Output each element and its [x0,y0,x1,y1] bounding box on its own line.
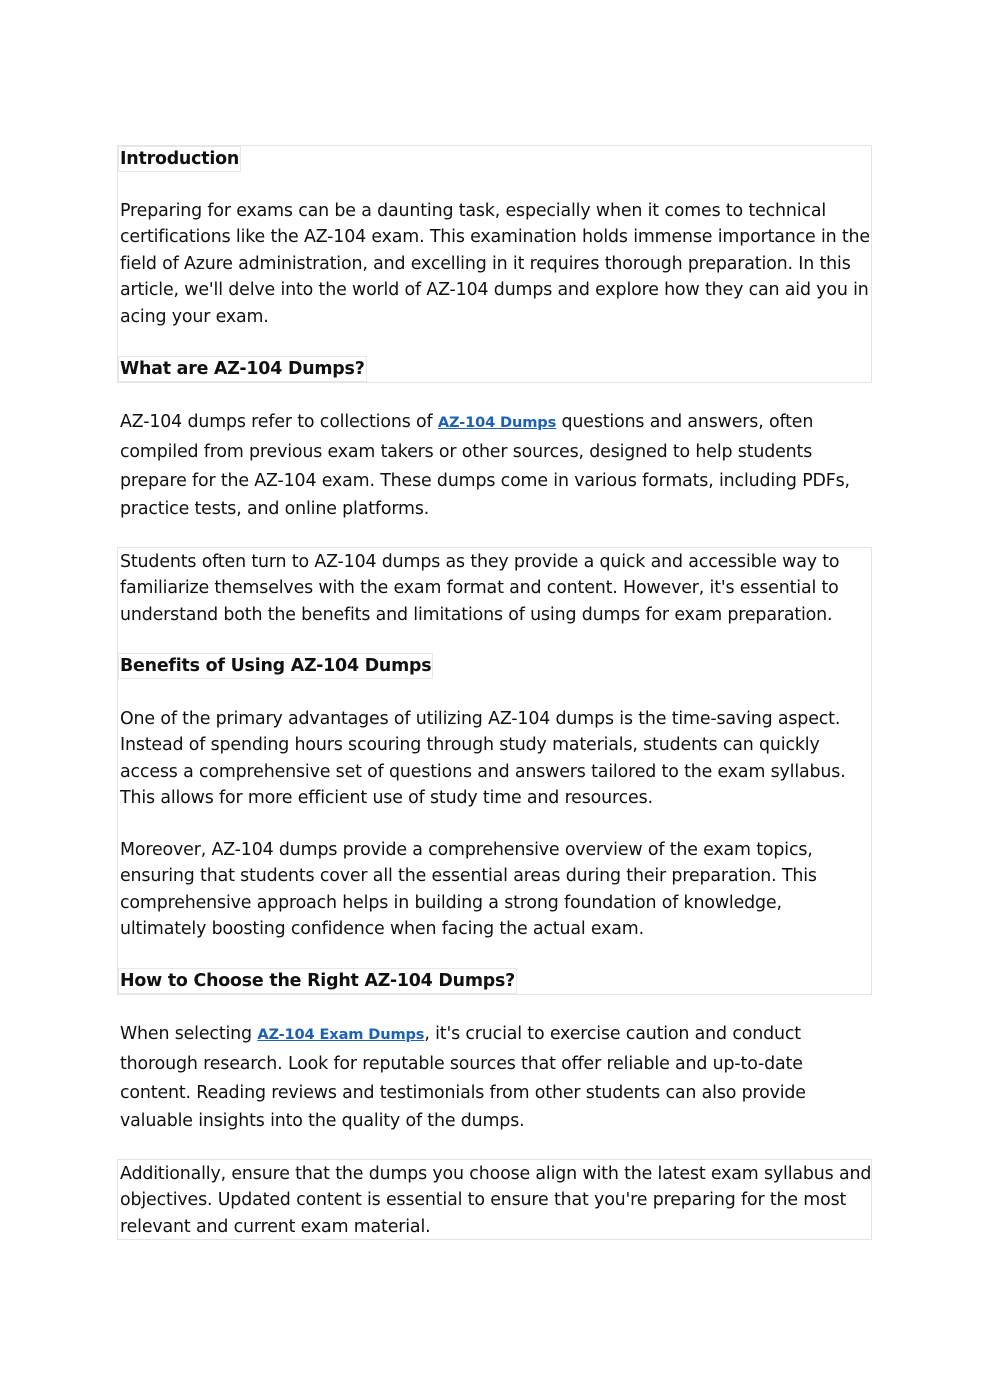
what-are-dumps-paragraph [120,408,872,524]
heading-what-are-dumps: What are AZ-104 Dumps? [118,356,367,382]
heading-how-to-choose: How to Choose the Right AZ-104 Dumps? [118,968,517,994]
az104-dumps-link[interactable]: AZ-104 Dumps [437,414,557,431]
additionally-paragraph: Additionally, ensure that the dumps you choose align with the latest exam syllabus and objectives. Updated content is essential to ensure that you're preparing for the most relevant and current exam material. [120,1164,872,1237]
how-to-choose-text-start: When selecting [120,1024,258,1044]
how-to-choose-paragraph [120,1020,872,1136]
benefits-paragraph-1: One of the primary advantages of utilizing AZ-104 dumps is the time-saving aspect. Instead of spending hours scouring through study materials, students can quickly access a comprehensive set of questions and answers tailored to the exam syllabus. This allows for more efficient use of study time and resources. [120,709,846,809]
heading-benefits: Benefits of Using AZ-104 Dumps [118,653,433,679]
benefits-paragraph-2: Moreover, AZ-104 dumps provide a comprehensive overview of the exam topics, ensuring that students cover all the essential areas during their preparation. This comprehensive approach helps in building a strong foundation of knowledge, ultimately boosting confidence when facing the actual exam. [120,840,817,940]
what-are-dumps-text-end: questions and answers, often compiled from previous exam takers or other sources, designed to help students prepare for the AZ-104 exam. These dumps come in various formats, including PDFs, practice tests, and online platforms. [120,412,850,520]
students-paragraph: Students often turn to AZ-104 dumps as they provide a quick and accessible way to familiarize themselves with the exam format and content. However, it's essential to understand both the benefits and limitations of using dumps for exam preparation. [120,552,840,625]
what-are-dumps-text-start: AZ-104 dumps refer to collections of [120,412,438,432]
heading-introduction: Introduction [118,146,241,172]
intro-paragraph: Preparing for exams can be a daunting task, especially when it comes to technical certifications like the AZ-104 exam. This examination holds immense importance in the field of Azure administration, and excelling in it requires thorough preparation. In this article, we'll delve into the world of AZ-104 dumps and explore how they can aid you in acing your exam. [120,201,870,327]
how-to-choose-text-end: , it's crucial to exercise caution and conduct thorough research. Look for reputable sources that offer reliable and up-to-date content. Reading reviews and testimonials from other students can also provide valuable insights into the quality of the dumps. [120,1024,806,1132]
az104-exam-dumps-link[interactable]: AZ-104 Exam Dumps [257,1026,425,1043]
